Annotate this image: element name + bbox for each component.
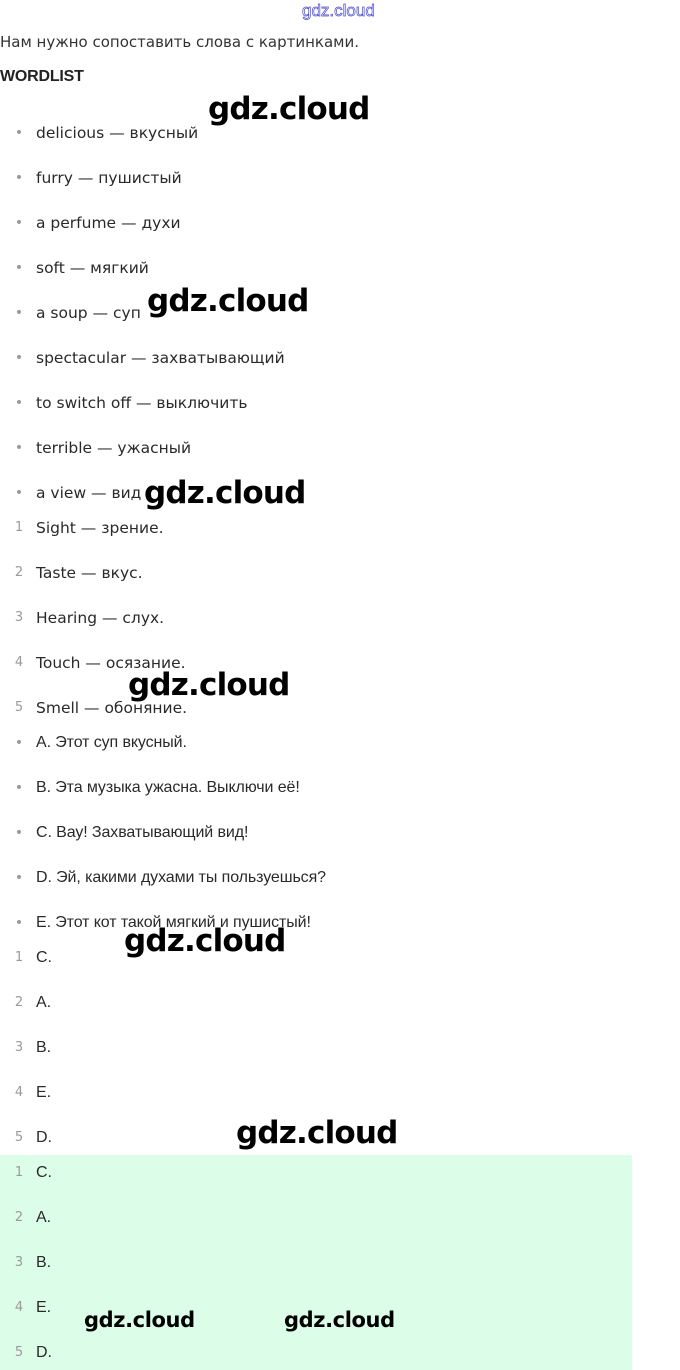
bullet-icon: • <box>14 170 24 186</box>
watermark: gdz.cloud <box>208 91 370 127</box>
wordlist-heading: WORDLIST <box>0 68 84 85</box>
bullet-icon: • <box>14 215 24 231</box>
bullet-icon: • <box>14 825 24 841</box>
bullet-icon: • <box>14 395 24 411</box>
bullet-icon: • <box>14 305 24 321</box>
bullet-icon: • <box>14 125 24 141</box>
bullet-icon: • <box>14 485 24 501</box>
intro-text: Нам нужно сопоставить слова с картинками. <box>0 33 360 51</box>
watermark: gdz.cloud <box>284 1308 395 1332</box>
watermark: gdz.cloud <box>147 283 309 319</box>
watermark: gdz.cloud <box>84 1308 195 1332</box>
watermark: gdz.cloud <box>236 1115 398 1151</box>
top-watermark: gdz.cloud <box>302 1 375 20</box>
watermark: gdz.cloud <box>128 667 290 703</box>
bullet-icon: • <box>14 915 24 931</box>
watermark: gdz.cloud <box>124 923 286 959</box>
bullet-icon: • <box>14 735 24 751</box>
bullet-icon: • <box>14 870 24 886</box>
watermark: gdz.cloud <box>144 475 306 511</box>
bullet-icon: • <box>14 260 24 276</box>
answer-highlight-box <box>0 1155 632 1370</box>
bullet-icon: • <box>14 780 24 796</box>
bullet-icon: • <box>14 350 24 366</box>
bullet-icon: • <box>14 440 24 456</box>
